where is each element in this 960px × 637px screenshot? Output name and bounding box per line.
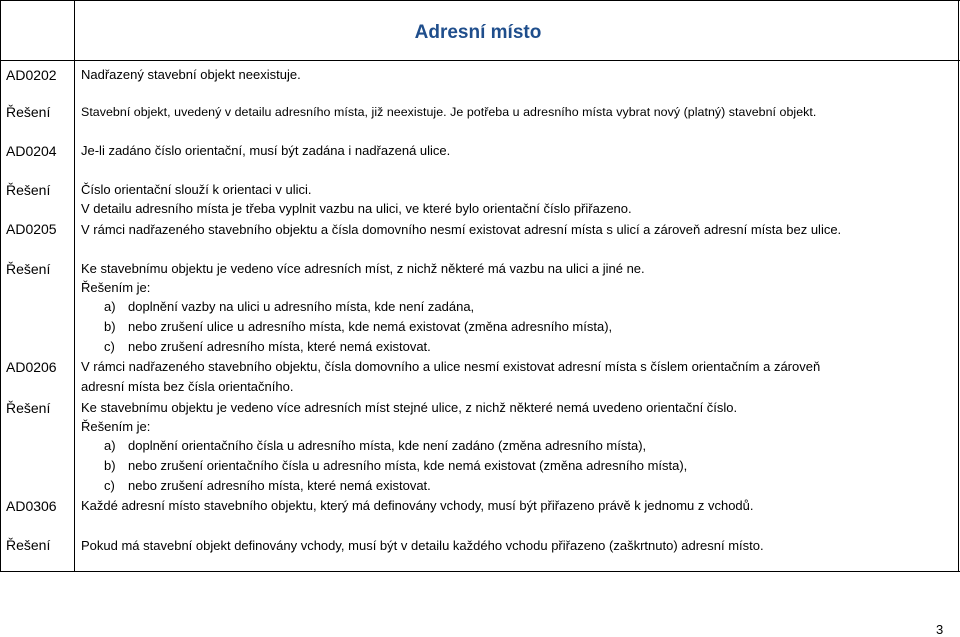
- solution-text: Pokud má stavební objekt definovány vchody, musí být v detailu každého vchodu přiřazeno (zaškrtnuto) adresní místo.: [81, 538, 764, 553]
- error-code: AD0205: [6, 221, 57, 237]
- solution-label: Řešení: [6, 537, 51, 553]
- solution-heading: Řešením je:: [81, 419, 151, 434]
- list-item: [104, 339, 431, 354]
- solution-label: Řešení: [6, 400, 51, 416]
- list-item: [104, 319, 612, 334]
- error-description: adresní místa bez čísla orientačního.: [81, 379, 294, 394]
- solution-text: Ke stavebnímu objektu je vedeno více adresních míst, z nichž některé má vazbu na ulici a jiné ne.: [81, 261, 645, 276]
- solution-label: Řešení: [6, 104, 51, 120]
- error-code: AD0306: [6, 498, 57, 514]
- list-item-label: a): [104, 438, 116, 453]
- list-item-text: nebo zrušení ulice u adresního místa, kde nemá existovat (změna adresního místa),: [128, 319, 613, 334]
- list-item-text: nebo zrušení adresního místa, které nemá existovat.: [128, 478, 431, 493]
- table-border-left: [0, 0, 1, 572]
- error-description: Nadřazený stavební objekt neexistuje.: [81, 67, 301, 82]
- list-item: [104, 478, 431, 493]
- error-code: AD0204: [6, 143, 57, 159]
- error-code: AD0206: [6, 359, 57, 375]
- table-border-bottom: [0, 571, 960, 572]
- error-description: Je-li zadáno číslo orientační, musí být zadána i nadřazená ulice.: [81, 143, 451, 158]
- list-item-text: nebo zrušení adresního místa, které nemá existovat.: [128, 339, 431, 354]
- table-border-top: [0, 0, 960, 1]
- table-column-divider: [74, 0, 75, 572]
- list-item-text: nebo zrušení orientačního čísla u adresního místa, kde nemá existovat (změna adresního místa),: [128, 458, 688, 473]
- page-title: Adresní místo: [414, 22, 542, 43]
- list-item: [104, 438, 646, 453]
- solution-heading: Řešením je:: [81, 280, 151, 295]
- solution-text: Ke stavebnímu objektu je vedeno více adresních míst stejné ulice, z nichž některé nemá uvedeno orientační číslo.: [81, 400, 738, 415]
- list-item-label: b): [104, 458, 116, 473]
- solution-text: Číslo orientační slouží k orientaci v ulici.: [81, 182, 312, 197]
- error-description: V rámci nadřazeného stavebního objektu, čísla domovního a ulice nesmí existovat adresní místa s číslem orientačním a zároveň: [81, 359, 821, 374]
- list-item: [104, 299, 474, 314]
- table-row-divider: [0, 60, 960, 61]
- error-code: AD0202: [6, 67, 57, 83]
- solution-label: Řešení: [6, 182, 51, 198]
- error-description: V rámci nadřazeného stavebního objektu a čísla domovního nesmí existovat adresní místa s ulicí a zároveň adresní místa bez ulice.: [81, 222, 842, 237]
- list-item-label: c): [104, 339, 115, 354]
- list-item-label: a): [104, 299, 116, 314]
- list-item: [104, 458, 687, 473]
- solution-label: Řešení: [6, 261, 51, 277]
- solution-text: V detailu adresního místa je třeba vyplnit vazbu na ulici, ve které bylo orientační číslo přiřazeno.: [81, 201, 632, 216]
- list-item-label: b): [104, 319, 116, 334]
- list-item-label: c): [104, 478, 115, 493]
- solution-text: Stavební objekt, uvedený v detailu adresního místa, již neexistuje. Je potřeba u adresního místa vybrat nový (platný) stavební objekt.: [81, 105, 817, 119]
- table-border-right: [958, 0, 959, 572]
- error-description: Každé adresní místo stavebního objektu, který má definovány vchody, musí být přiřazeno právě k jednomu z vchodů.: [81, 498, 754, 513]
- list-item-text: doplnění orientačního čísla u adresního místa, kde není zadáno (změna adresního místa),: [128, 438, 647, 453]
- list-item-text: doplnění vazby na ulici u adresního místa, kde není zadána,: [128, 299, 475, 314]
- page-number: 3: [936, 622, 944, 637]
